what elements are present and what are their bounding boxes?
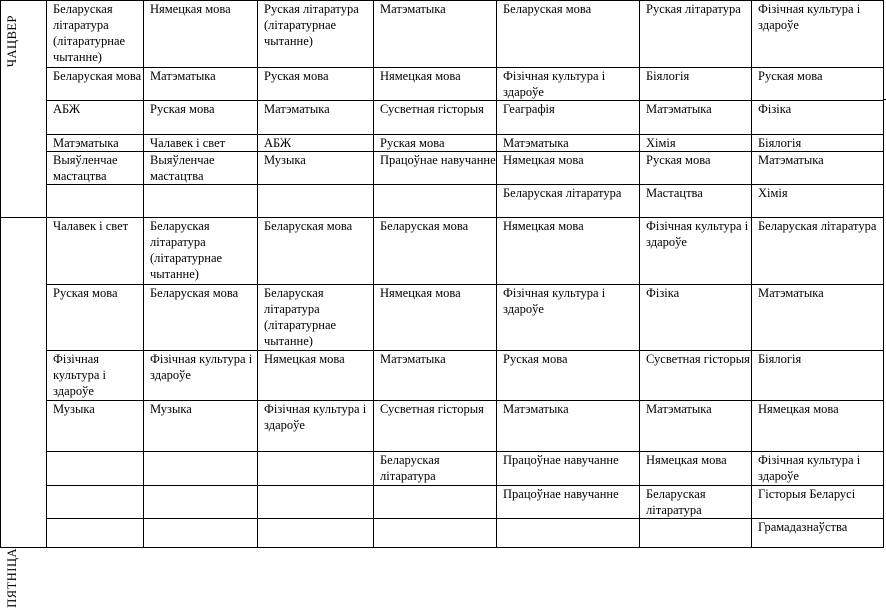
schedule-cell: Руская мова (752, 68, 884, 101)
schedule-cell: Беларуская літаратура (374, 452, 497, 486)
schedule-cell: Выяўленчае мастацтва (47, 152, 144, 185)
schedule-cell: Руская мова (497, 351, 640, 401)
schedule-cell: Фізічная культура і здароўе (640, 218, 752, 285)
schedule-cell: Грамадазнаўства (752, 519, 884, 548)
table-row (1, 218, 884, 285)
schedule-cell: Матэматыка (752, 285, 884, 351)
schedule-cell (374, 486, 497, 519)
schedule-cell: Біялогія (752, 351, 884, 401)
schedule-cell (144, 519, 258, 548)
schedule-cell: Хімія (640, 135, 752, 152)
schedule-cell: Чалавек і свет (144, 135, 258, 152)
schedule-cell: Фізічная культура і здароўе (47, 351, 144, 401)
schedule-cell: Працоўнае навучанне (497, 452, 640, 486)
schedule-cell: Працоўнае навучанне (374, 152, 497, 185)
table-row (1, 285, 884, 351)
table-row (1, 1, 884, 68)
schedule-cell: Фізічная культура і здароўе (497, 285, 640, 351)
schedule-cell: Беларуская мова (258, 218, 374, 285)
schedule-cell: Сусветная гісторыя (374, 401, 497, 452)
schedule-cell: Чалавек і свет (47, 218, 144, 285)
table-row (1, 452, 884, 486)
schedule-cell: Руская мова (258, 68, 374, 101)
schedule-cell: Руская мова (640, 152, 752, 185)
schedule-cell: Матэматыка (47, 135, 144, 152)
schedule-cell: Матэматыка (144, 68, 258, 101)
schedule-cell: Беларуская літаратура (497, 185, 640, 218)
schedule-cell: Беларуская літаратура (752, 218, 884, 285)
table-row (1, 101, 884, 135)
schedule-cell: Руская мова (47, 285, 144, 351)
schedule-cell: Нямецкая мова (258, 351, 374, 401)
schedule-cell: Руская літаратура (640, 1, 752, 68)
schedule-cell (258, 486, 374, 519)
schedule-cell: Хімія (752, 185, 884, 218)
schedule-cell: Нямецкая мова (374, 68, 497, 101)
table-row (1, 152, 884, 185)
table-row (1, 519, 884, 548)
schedule-cell: Музыка (258, 152, 374, 185)
table-row (1, 135, 884, 152)
schedule-cell: Музыка (47, 401, 144, 452)
schedule-cell: Матэматыка (640, 101, 752, 135)
day-friday-cell (1, 218, 47, 608)
day-label: ЧАЦВЕР (5, 15, 19, 68)
schedule-cell: Фізіка (640, 285, 752, 351)
schedule-cell: Руская мова (374, 135, 497, 152)
schedule-cell: Геаграфія (497, 101, 640, 135)
schedule-cell: Выяўленчае мастацтва (144, 152, 258, 185)
schedule-cell (258, 519, 374, 548)
schedule-cell: АБЖ (258, 135, 374, 152)
schedule-cell (144, 486, 258, 519)
schedule-cell: Працоўнае навучанне (497, 486, 640, 519)
schedule-cell: Фізічная культура і здароўе (144, 351, 258, 401)
schedule-cell: Беларуская літаратура (літаратурнае чытанне) (47, 1, 144, 68)
schedule-cell: Мастацтва (640, 185, 752, 218)
schedule-cell: Фізіка (752, 101, 884, 135)
schedule-cell (374, 185, 497, 218)
table-row (1, 486, 884, 519)
schedule-body (1, 1, 884, 608)
schedule-cell: Беларуская літаратура (640, 486, 752, 519)
schedule-cell: Беларуская мова (374, 218, 497, 285)
table-row (1, 68, 884, 101)
schedule-cell: Фізічная культура і здароўе (497, 68, 640, 101)
schedule-cell: Матэматыка (752, 152, 884, 185)
schedule-cell: Нямецкая мова (374, 285, 497, 351)
schedule-cell: Нямецкая мова (752, 401, 884, 452)
schedule-cell (47, 519, 144, 548)
schedule-cell: Біялогія (752, 135, 884, 152)
schedule-cell (640, 519, 752, 548)
schedule-cell: Нямецкая мова (640, 452, 752, 486)
schedule-cell (144, 452, 258, 486)
schedule-cell: Сусветная гісторыя (374, 101, 497, 135)
schedule-cell: Матэматыка (374, 1, 497, 68)
schedule-cell: Руская мова (144, 101, 258, 135)
schedule-cell: Музыка (144, 401, 258, 452)
schedule-cell: Беларуская літаратура (літаратурнае чытанне) (144, 218, 258, 285)
schedule-cell: Беларуская мова (144, 285, 258, 351)
schedule-cell (47, 486, 144, 519)
table-row (1, 401, 884, 452)
schedule-cell: Матэматыка (374, 351, 497, 401)
schedule-cell: Беларуская мова (47, 68, 144, 101)
schedule-cell: Беларуская літаратура (літаратурнае чытанне) (258, 285, 374, 351)
schedule-cell: Фізічная культура і здароўе (752, 1, 884, 68)
schedule-cell (374, 519, 497, 548)
schedule-cell: Матэматыка (497, 401, 640, 452)
schedule-cell: Матэматыка (640, 401, 752, 452)
schedule-cell: Беларуская мова (497, 1, 640, 68)
schedule-cell: Матэматыка (258, 101, 374, 135)
day-label: ПЯТНІЦА (5, 548, 19, 608)
schedule-cell: Нямецкая мова (497, 218, 640, 285)
schedule-cell: Біялогія (640, 68, 752, 101)
schedule-cell: АБЖ (47, 101, 144, 135)
schedule-cell (144, 185, 258, 218)
schedule-cell (47, 452, 144, 486)
schedule-cell: Сусветная гісторыя (640, 351, 752, 401)
schedule-cell: Фізічная культура і здароўе (752, 452, 884, 486)
schedule-cell (258, 185, 374, 218)
schedule-cell: Нямецкая мова (497, 152, 640, 185)
table-row (1, 351, 884, 401)
schedule-cell: Руская літаратура (літаратурнае чытанне) (258, 1, 374, 68)
schedule-cell (258, 452, 374, 486)
schedule-cell: Матэматыка (497, 135, 640, 152)
day-thursday-cell (1, 1, 47, 218)
schedule-cell: Гісторыя Беларусі (752, 486, 884, 519)
schedule-cell (497, 519, 640, 548)
schedule-cell: Фізічная культура і здароўе (258, 401, 374, 452)
schedule-cell (47, 185, 144, 218)
table-row (1, 185, 884, 218)
schedule-cell: Нямецкая мова (144, 1, 258, 68)
